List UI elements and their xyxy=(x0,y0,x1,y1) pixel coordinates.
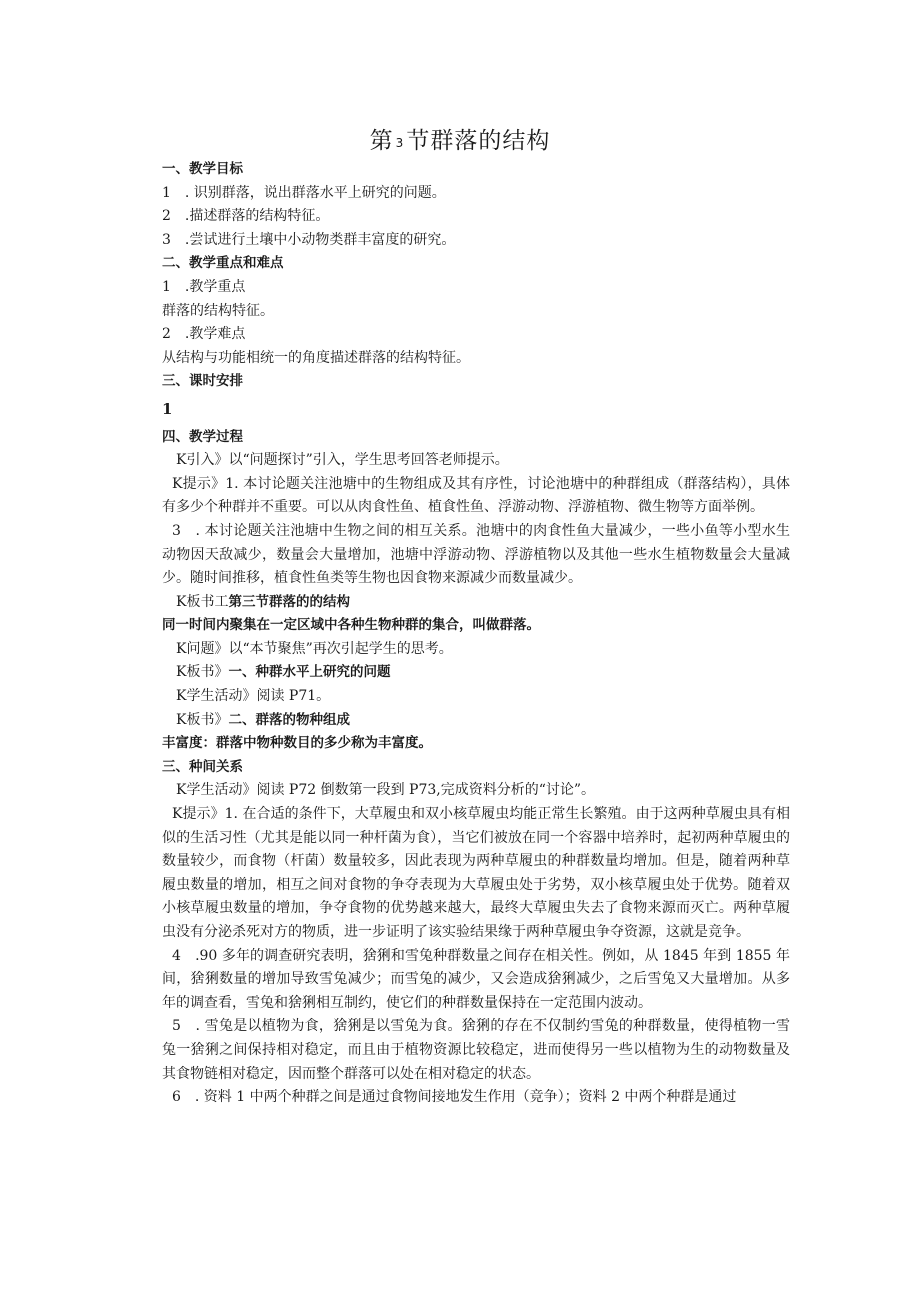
section-heading-schedule: 三、课时安排 xyxy=(162,373,243,390)
process-hint-3: 3 . 本讨论题关注池塘中生物之间的相互关系。池塘中的肉食性鱼大量减少，一些小鱼等小型水生动物因天敌减少，数量会大量增加，池塘中浮游动物、浮游植物以及其他一些水生植物数量会大量减少。随时间推移，植食性鱼类等生物也因食物来源减少而数量减少。 xyxy=(162,522,790,587)
page-title xyxy=(0,122,920,155)
student-activity-1: K学生活动》阅读 P71。 xyxy=(176,688,331,705)
goal-item-2: 2 .描述群落的结构特征。 xyxy=(162,208,330,225)
board-title-line xyxy=(162,591,790,615)
key-point-text: 群落的结构特征。 xyxy=(162,302,274,319)
community-definition: 同一时间内聚集在一定区域中各种生物种群的集合，叫做群落。 xyxy=(162,617,540,634)
difficulty-text: 从结构与功能相统一的角度描述群落的结构特征。 xyxy=(162,349,470,366)
question-line: K问题》以“本节聚焦”再次引起学生的思考。 xyxy=(176,640,453,657)
board-text-2: 二、群落的物种组成 xyxy=(228,711,350,728)
section-heading-key-points: 二、教学重点和难点 xyxy=(162,255,284,272)
board-line-2 xyxy=(162,709,790,733)
document-body xyxy=(162,158,790,1110)
schedule-value: 1 xyxy=(162,399,173,418)
section-heading-goals: 一、教学目标 xyxy=(162,161,243,177)
title-prefix: 第 xyxy=(369,128,394,154)
board-label-1: K板书》 xyxy=(176,664,229,681)
board-label: K板书工 xyxy=(176,593,229,610)
hint-lynx-hare: 4 .90 多年的调查研究表明，猞猁和雪兔种群数量之间存在相关性。例如，从 1845 年到 1855 年间，猞猁数量的增加导致雪兔减少；而雪兔的减少，又会造成猞猁减少，之后雪兔又大量增加。从多年的调查看，雪兔和猞猁相互制约，使它们的种群数量保持在一定范围内波动。 xyxy=(162,947,790,1011)
title-suffix: 节群落的结构 xyxy=(406,128,551,154)
board-title: 第三节群落的的结构 xyxy=(228,593,350,610)
title-number: 3 xyxy=(395,136,405,150)
key-point-label: 1 .教学重点 xyxy=(162,278,246,295)
hint-hare-plants: 5 . 雪兔是以植物为食，猞猁是以雪兔为食。猞猁的存在不仅制约雪兔的种群数量，使得植物一雪兔一猞猁之间保持相对稳定，而且由于植物资源比较稳定，进而使得另一些以植物为生的动物数量及其食物链相对稳定，因而整个群落可以处在相对稳定的状态。 xyxy=(162,1018,790,1082)
goal-item-3: 3 .尝试进行土壤中小动物类群丰富度的研究。 xyxy=(162,231,456,248)
richness-definition: 丰富度：群落中物种数目的多少称为丰富度。 xyxy=(162,735,432,752)
interspecific-heading: 三、种间关系 xyxy=(162,758,243,775)
process-hint-1: K提示》1. 本讨论题关注池塘中的生物组成及其有序性，讨论池塘中的种群组成（群落结构），具体有多少个种群并不重要。可以从肉食性鱼、植食性鱼、浮游动物、浮游植物、微生物等方面举例。 xyxy=(162,475,790,516)
difficulty-label: 2 .教学难点 xyxy=(162,326,246,343)
goal-item-1: 1 . 识别群落，说出群落水平上研究的问题。 xyxy=(162,184,446,201)
section-heading-process: 四、教学过程 xyxy=(162,428,243,445)
hint-paramecium: K提示》1. 在合适的条件下，大草履虫和双小核草履虫均能正常生长繁殖。由于这两种草履虫具有相似的生活习性（尤其是能以同一种杆菌为食），当它们被放在同一个容器中培养时，起初两种草履虫的数量较少，而食物（杆菌）数量较多，因此表现为两种草履虫的种群数量均增加。但是，随着两种草履虫数量的增加，相互之间对食物的争夺表现为大草履虫处于劣势，双小核草履虫处于优势。随着双小核草履虫数量的增加，争夺食物的优势越来越大，最终大草履虫失去了食物来源而灭亡。两种草履虫没有分泌杀死对方的物质，进一步证明了该实验结果缘于两种草履虫争夺资源，这就是竞争。 xyxy=(162,806,790,940)
board-label-2: K板书》 xyxy=(176,711,229,728)
board-text-1: 一、种群水平上研究的问题 xyxy=(228,664,391,681)
hint-material: 6 . 资料 1 中两个种群之间是通过食物间接地发生作用（竞争）；资料 2 中两个种群是通过 xyxy=(172,1089,737,1106)
process-intro: K引入》以“问题探讨”引入，学生思考回答老师提示。 xyxy=(176,452,509,469)
student-activity-2: K学生活动》阅读 P72 倒数第一段到 P73,完成资料分析的“讨论”。 xyxy=(176,782,596,799)
board-line-1 xyxy=(162,661,790,685)
